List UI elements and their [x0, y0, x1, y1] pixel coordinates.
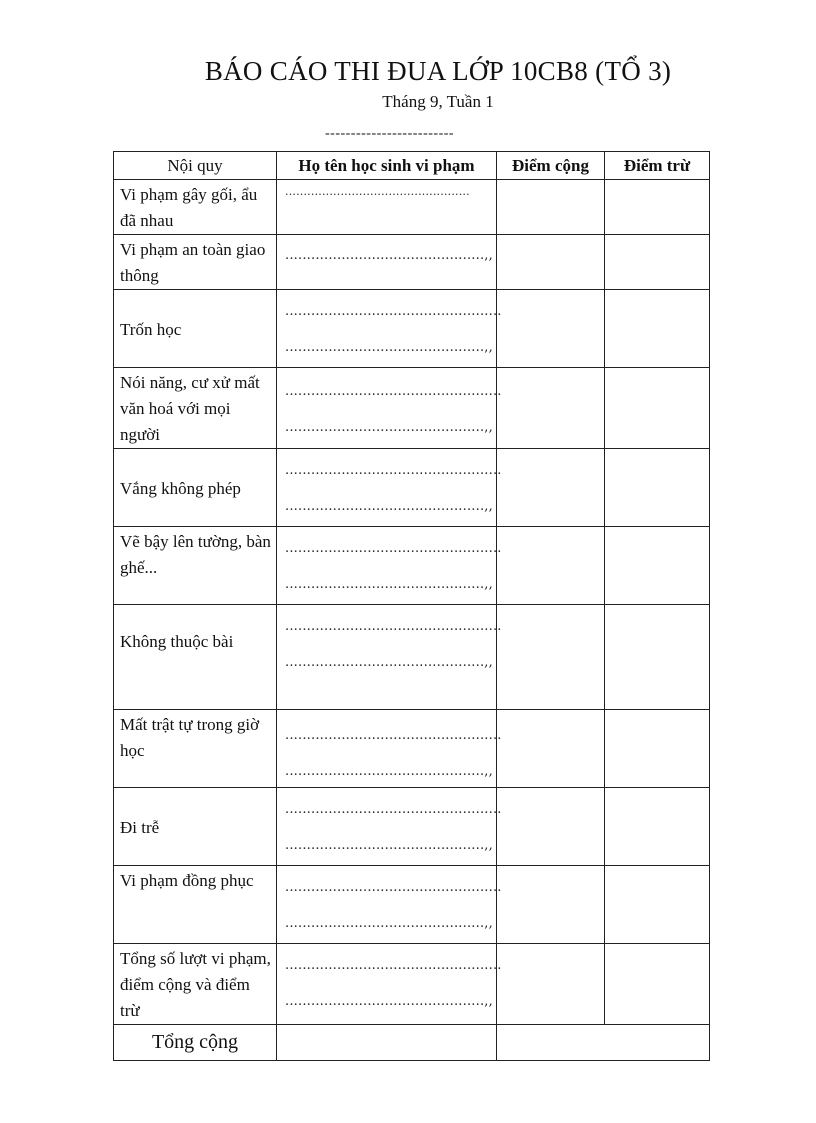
column-header-rule: Nội quy [114, 152, 277, 180]
student-name-field[interactable] [277, 180, 497, 235]
rule-cell: Đi trễ [114, 788, 277, 866]
dotted-line: .................................................. [285, 802, 502, 817]
student-name-field[interactable] [277, 368, 502, 449]
dotted-line: .................................................. [285, 619, 502, 634]
minus-points-field[interactable] [605, 290, 710, 368]
total-student-field[interactable] [277, 1025, 497, 1061]
rule-cell: Vắng không phép [114, 449, 277, 527]
dotted-line: ..............................................,, [285, 340, 493, 355]
table-row [114, 944, 710, 1025]
table-row [114, 788, 710, 866]
total-label: Tổng cộng [114, 1025, 277, 1061]
dotted-line: ..............................................,, [285, 764, 493, 779]
dotted-line: ..............................................,, [285, 499, 493, 514]
table-row [114, 866, 710, 944]
plus-points-field[interactable] [497, 368, 605, 449]
dotted-line: ..............................................,, [285, 916, 493, 931]
title-separator: ------------------------- [325, 126, 455, 141]
table-header-row [114, 152, 710, 180]
dotted-line: .................................................. [285, 958, 502, 973]
minus-points-field[interactable] [605, 449, 710, 527]
violation-report-table [113, 151, 710, 1061]
student-name-field[interactable] [277, 866, 502, 944]
student-name-field[interactable] [277, 527, 502, 605]
rule-cell: Không thuộc bài [114, 605, 277, 710]
student-name-field[interactable] [277, 605, 502, 710]
plus-points-field[interactable] [497, 788, 605, 866]
minus-points-field[interactable] [605, 788, 710, 866]
table-row [114, 449, 710, 527]
dotted-line: ..............................................,, [285, 838, 493, 853]
rule-cell: Nói năng, cư xử mất văn hoá với mọi người [114, 368, 277, 449]
rule-cell: Vi phạm gây gối, ẩu đã nhau [114, 180, 277, 235]
rule-cell: Mất trật tự trong giờ học [114, 710, 277, 788]
dotted-line: .................................................. [285, 185, 470, 198]
dotted-line: ..............................................,, [285, 248, 493, 263]
student-name-field[interactable] [277, 788, 502, 866]
dotted-line: ..............................................,, [285, 577, 493, 592]
student-name-field[interactable] [277, 235, 497, 290]
table-row [114, 605, 710, 710]
minus-points-field[interactable] [605, 527, 710, 605]
minus-points-field[interactable] [605, 605, 710, 710]
rule-cell: Trốn học [114, 290, 277, 368]
dotted-line: .................................................. [285, 463, 502, 478]
minus-points-field[interactable] [605, 710, 710, 788]
dotted-line: .................................................. [285, 880, 502, 895]
plus-points-field[interactable] [497, 866, 605, 944]
plus-points-field[interactable] [497, 605, 605, 710]
minus-points-field[interactable] [605, 235, 710, 290]
dotted-line: .................................................. [285, 728, 502, 743]
total-points-field[interactable] [497, 1025, 710, 1061]
student-name-field[interactable] [277, 449, 502, 527]
column-header-minus-points: Điểm trừ [605, 152, 710, 180]
table-row [114, 368, 710, 449]
student-name-field[interactable] [277, 944, 502, 1025]
total-row [114, 1025, 710, 1061]
plus-points-field[interactable] [497, 235, 605, 290]
rule-cell: Tổng số lượt vi phạm, điểm cộng và điểm trừ [114, 944, 277, 1025]
plus-points-field[interactable] [497, 180, 605, 235]
plus-points-field[interactable] [497, 944, 605, 1025]
minus-points-field[interactable] [605, 368, 710, 449]
dotted-line: .................................................. [285, 304, 502, 319]
dotted-line: ..............................................,, [285, 655, 493, 670]
column-header-student: Họ tên học sinh vi phạm [277, 152, 497, 180]
column-header-plus-points: Điểm cộng [497, 152, 605, 180]
table-row [114, 710, 710, 788]
dotted-line: ..............................................,, [285, 994, 493, 1009]
table-row [114, 290, 710, 368]
table-row [114, 235, 710, 290]
table-row [114, 180, 710, 235]
dotted-line: .................................................. [285, 384, 502, 399]
table-row [114, 527, 710, 605]
student-name-field[interactable] [277, 710, 502, 788]
plus-points-field[interactable] [497, 290, 605, 368]
rule-cell: Vi phạm an toàn giao thông [114, 235, 277, 290]
plus-points-field[interactable] [497, 449, 605, 527]
dotted-line: .................................................. [285, 541, 502, 556]
minus-points-field[interactable] [605, 866, 710, 944]
minus-points-field[interactable] [605, 944, 710, 1025]
report-period: Tháng 9, Tuần 1 [382, 92, 494, 111]
minus-points-field[interactable] [605, 180, 710, 235]
dotted-line: ..............................................,, [285, 420, 493, 435]
plus-points-field[interactable] [497, 710, 605, 788]
student-name-field[interactable] [277, 290, 502, 368]
page-title: BÁO CÁO THI ĐUA LỚP 10CB8 (TỔ 3) [204, 56, 672, 86]
rule-cell: Vi phạm đồng phục [114, 866, 277, 944]
rule-cell: Vẽ bậy lên tường, bàn ghế... [114, 527, 277, 605]
plus-points-field[interactable] [497, 527, 605, 605]
